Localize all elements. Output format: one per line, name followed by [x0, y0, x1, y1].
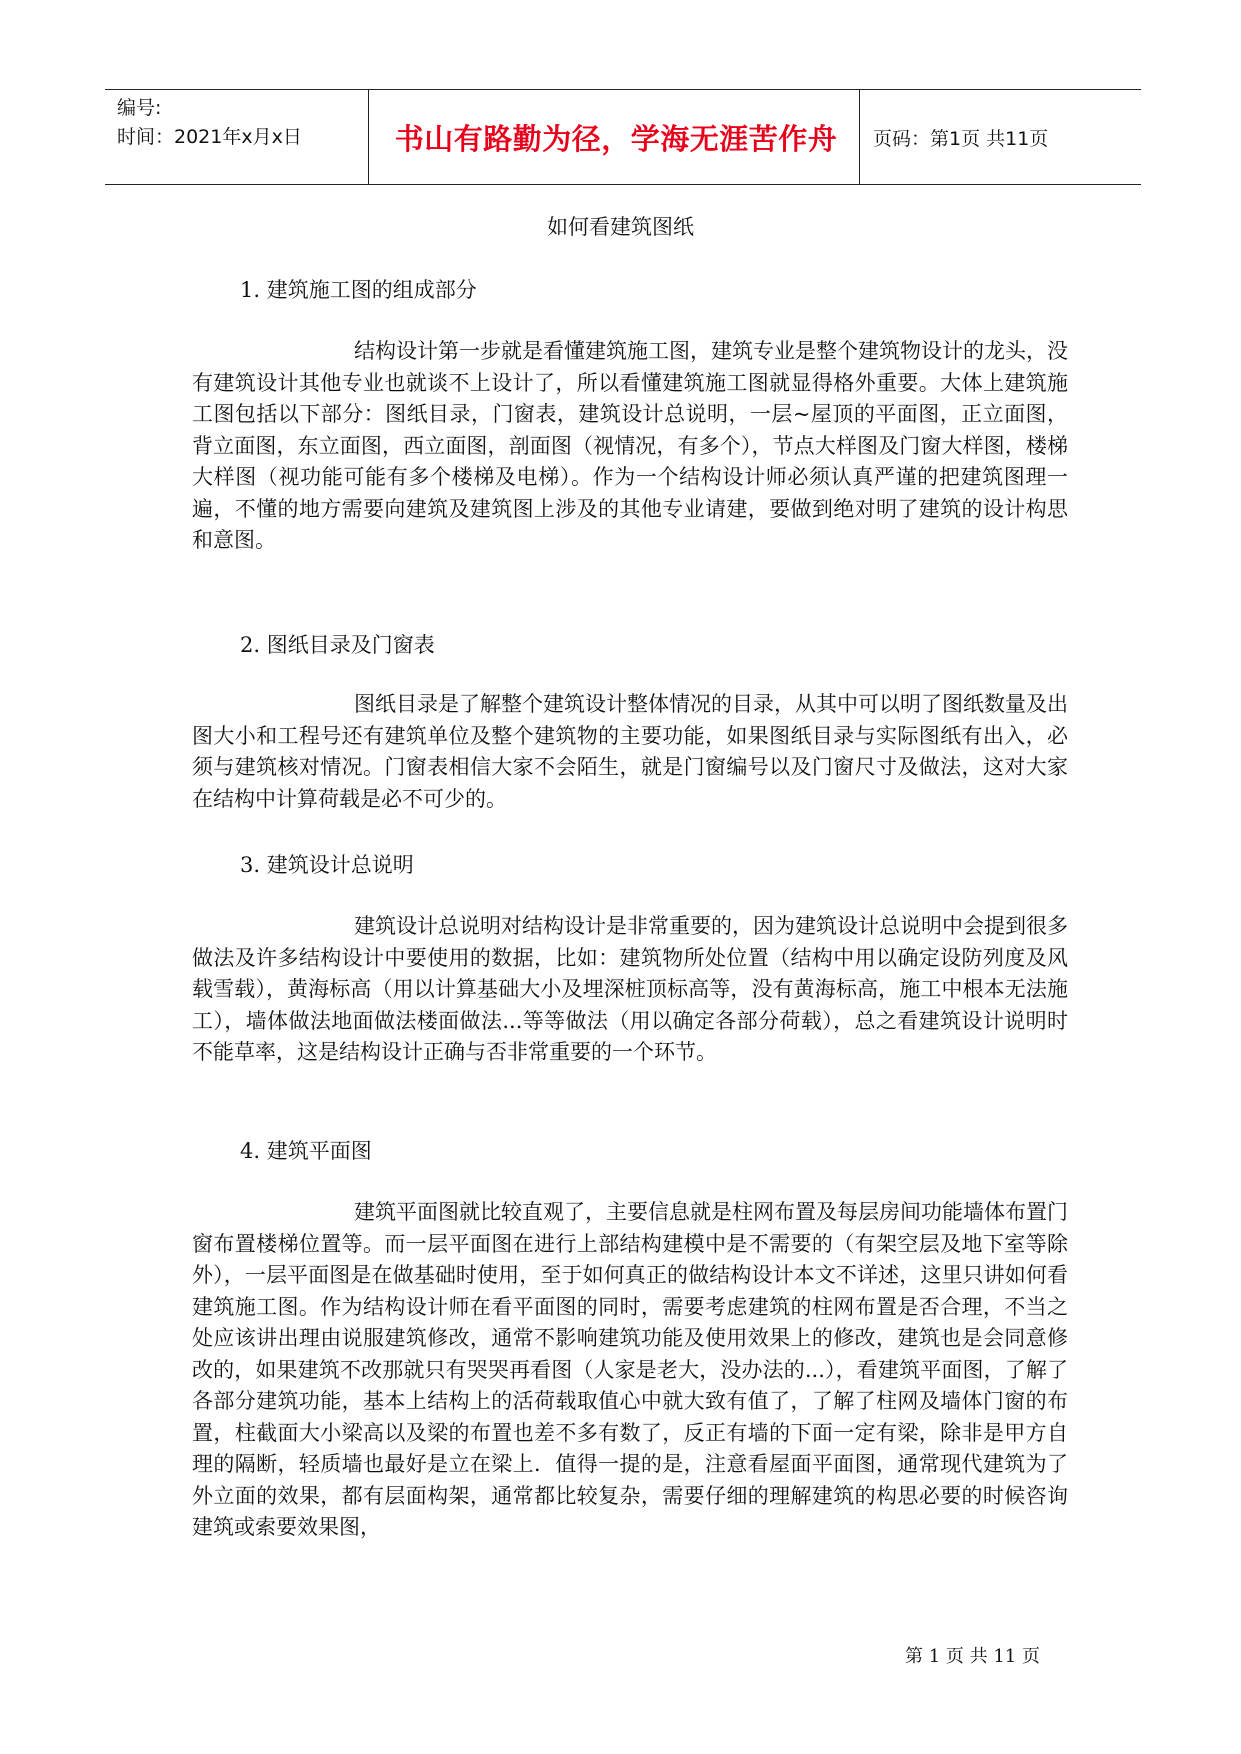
- header-meta: [117, 94, 302, 152]
- section-heading: 4. 建筑平面图: [240, 1139, 372, 1163]
- header-page-label: 页码：第1页 共11页: [873, 127, 1049, 150]
- section-paragraph: 建筑设计总说明对结构设计是非常重要的，因为建筑设计总说明中会提到很多做法及许多结构设计中要使用的数据，比如：建筑物所处位置（结构中用以确定设防列度及风载雪载），黄海标高（用以计算基础大小及埋深桩顶标高等，没有黄海标高，施工中根本无法施工），墙体做法地面做法楼面做法...等等做法（用以确定各部分荷载），总之看建筑设计说明时不能草率，这是结构设计正确与否非常重要的一个环节。: [192, 914, 1068, 1064]
- header-divider: [859, 90, 860, 184]
- section-paragraph: 图纸目录是了解整个建筑设计整体情况的目录，从其中可以明了图纸数量及出图大小和工程号还有建筑单位及整个建筑物的主要功能，如果图纸目录与实际图纸有出入，必须与建筑核对情况。门窗表相信大家不会陌生，就是门窗编号以及门窗尺寸及做法，这对大家在结构中计算荷载是必不可少的。: [192, 692, 1068, 811]
- section-heading: 1. 建筑施工图的组成部分: [240, 278, 477, 302]
- section-heading: 3. 建筑设计总说明: [240, 853, 414, 877]
- header-motto: 书山有路勤为径，学海无涯苦作舟: [394, 121, 838, 156]
- header-time-label: 时间：2021年x月x日: [117, 126, 302, 148]
- section-heading: 2. 图纸目录及门窗表: [240, 633, 435, 657]
- header-number-label: 编号:: [117, 97, 162, 119]
- section-paragraph: 建筑平面图就比较直观了，主要信息就是柱网布置及每层房间功能墙体布置门窗布置楼梯位置等。而一层平面图在进行上部结构建模中是不需要的（有架空层及地下室等除外），一层平面图是在做基础时使用，至于如何真正的做结构设计本文不详述，这里只讲如何看建筑施工图。作为结构设计师在看平面图的同时，需要考虑建筑的柱网布置是否合理，不当之处应该讲出理由说服建筑修改，通常不影响建筑功能及使用效果上的修改，建筑也是会同意修改的，如果建筑不改那就只有哭哭再看图（人家是老大，没办法的...），看建筑平面图，了解了各部分建筑功能，基本上结构上的活荷载取值心中就大致有值了，了解了柱网及墙体门窗的布置，柱截面大小梁高以及梁的布置也差不多有数了，反正有墙的下面一定有梁，除非是甲方自理的隔断，轻质墙也最好是立在梁上．值得一提的是，注意看屋面平面图，通常现代建筑为了外立面的效果，都有层面构架，通常都比较复杂，需要仔细的理解建筑的构思必要的时候咨询建筑或索要效果图，: [192, 1200, 1068, 1539]
- header-divider: [368, 90, 369, 184]
- page-footer: 第 1 页 共 11 页: [905, 1646, 1040, 1667]
- document-header: [105, 89, 1141, 185]
- document-title: 如何看建筑图纸: [547, 215, 694, 239]
- section-paragraph: 结构设计第一步就是看懂建筑施工图，建筑专业是整个建筑物设计的龙头，没有建筑设计其他专业也就谈不上设计了，所以看懂建筑施工图就显得格外重要。大体上建筑施工图包括以下部分：图纸目录，门窗表，建筑设计总说明，一层~屋顶的平面图，正立面图，背立面图，东立面图，西立面图，剖面图（视情况，有多个），节点大样图及门窗大样图，楼梯大样图（视功能可能有多个楼梯及电梯）。作为一个结构设计师必须认真严谨的把建筑图理一遍，不懂的地方需要向建筑及建筑图上涉及的其他专业请建，要做到绝对明了建筑的设计构思和意图。: [192, 339, 1068, 552]
